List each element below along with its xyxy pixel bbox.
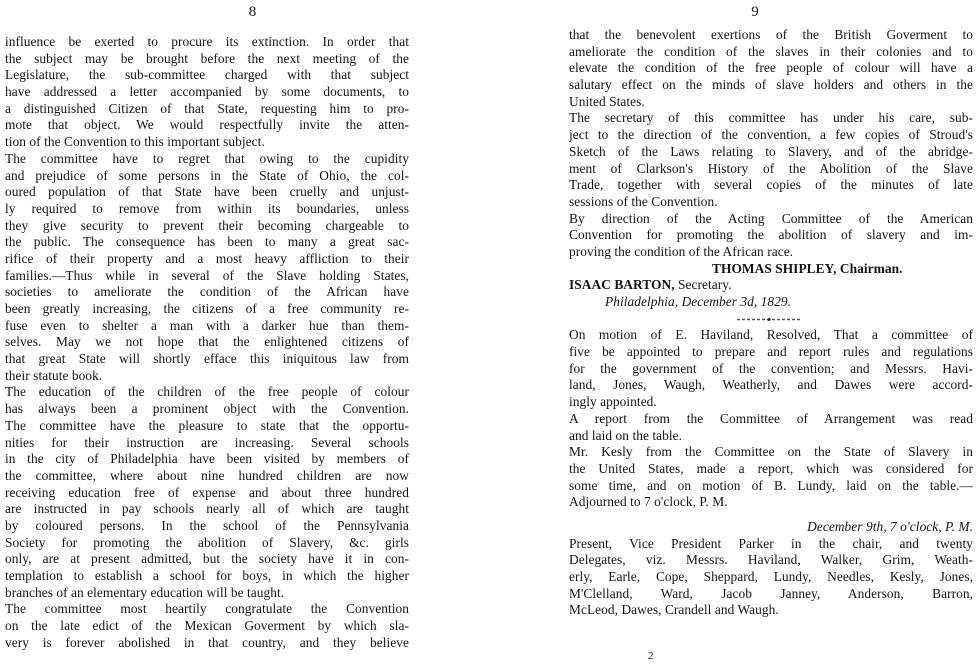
text-line: templation to establish a school for boys, in which the higher	[5, 568, 409, 583]
signature-mark: 2	[648, 650, 654, 662]
text-line: that the benevolent exertions of the British Goverment to	[569, 27, 973, 42]
signature-secretary	[569, 277, 973, 294]
text-line: Society for promoting the abolition of Slavery, &c. girls	[5, 534, 409, 550]
text-line: M'Clelland, Ward, Jacob Janney, Anderson, Barron,	[569, 585, 973, 601]
text-line: McLeod, Dawes, Crandell and Waugh.	[569, 602, 779, 618]
text-line: a distinguished Citizen of that State, requesting him to pro-	[5, 100, 409, 116]
text-line: and laid on the table.	[569, 427, 683, 443]
text-line: that great State will shortly efface this iniquitous law from	[5, 351, 409, 367]
signature-chairman: THOMAS SHIPLEY, Chairman.	[712, 260, 903, 276]
signature-date: Philadelphia, December 3d, 1829.	[605, 294, 792, 309]
text-line: proving the condition of the African race.	[569, 243, 794, 259]
ornament-icon	[737, 318, 801, 321]
text-line: they give security to prevent their becoming chargeable to	[5, 217, 409, 233]
text-line: for the government of the convention; and Messrs. Havi-	[569, 360, 973, 376]
text-line: the committee, where about nine hundred children are now	[5, 467, 409, 483]
text-line: only, are at present admitted, but the society have it in con-	[5, 551, 409, 567]
text-line: receiving education free of expense and about three hundred	[5, 484, 409, 500]
text-line: and prejudice of some persons in the State of Ohio, the col-	[5, 167, 409, 183]
text-line: Present, Vice President Parker in the chair, and twenty	[569, 535, 973, 551]
text-line: Sketch of the Laws relating to Slavery, and of the abridge-	[569, 143, 973, 159]
text-line: The committee have the pleasure to state that the opportu-	[5, 417, 409, 433]
text-line: mote that object. We would respectfully invite the atten-	[5, 117, 409, 133]
secretary-title: Secretary.	[674, 277, 732, 293]
text-line: Legislature, the sub-committee charged with that subject	[5, 67, 409, 83]
text-line: elevate the condition of the free people of colour will have a	[569, 60, 973, 76]
text-line: tion of the Convention to this important subject.	[5, 134, 265, 150]
text-line: by coloured persons. In the school of the Pennsylvania	[5, 517, 409, 533]
secretary-name: ISAAC BARTON,	[569, 277, 675, 293]
text-line: Delegates, viz. Messrs. Haviland, Walker, Grim, Weath-	[569, 552, 973, 568]
text-line: has always been a prominent object with the Convention.	[5, 401, 409, 417]
text-line: Convention for promoting the abolition of slavery and im-	[569, 227, 973, 243]
text-line: are instructed in pay schools nearly all of which are taught	[5, 501, 409, 517]
text-line: ly required to remove from within its boundaries, unless	[5, 200, 409, 216]
text-line: On motion of E. Haviland, Resolved, That a committee of	[569, 327, 973, 343]
text-line: ingly appointed.	[569, 394, 657, 410]
text-line: erly, Earle, Cope, Sheppard, Lundy, Needles, Kesly, Jones,	[569, 569, 973, 584]
text-line: societies to ameliorate the condition of the African have	[5, 284, 409, 300]
text-line: sessions of the Convention.	[569, 193, 718, 209]
text-line: The committee most heartily congratulate the Convention	[5, 601, 409, 617]
text-line: The committee have to regret that owing to the cupidity	[5, 150, 409, 166]
text-line: some time, and on motion of B. Lundy, laid on the table.—	[569, 477, 973, 493]
text-line: nities for their instruction are increasing. Several schools	[5, 434, 409, 450]
text-line: land, Jones, Waugh, Weatherly, and Dawes were accord-	[569, 377, 973, 393]
text-line: rifice of their property and a most heavy affliction to their	[5, 250, 409, 266]
text-line: The secretary of this committee has under his care, sub-	[569, 110, 973, 126]
page-number-right: 9	[751, 4, 759, 20]
text-line: branches of an elementary education will be taught.	[5, 584, 285, 600]
page-number-left: 8	[248, 4, 257, 20]
right-page-text	[569, 27, 973, 619]
ornament-separator	[569, 311, 973, 328]
text-line: their statute book.	[5, 367, 103, 383]
text-line: Adjourned to 7 o'clock, P. M.	[569, 494, 728, 510]
text-line: Trade, together with several copies of the minutes of late	[569, 177, 973, 193]
text-line: on the late edict of the Mexican Goverment by which sla-	[5, 618, 409, 634]
text-line: ment of Clarkson's History of the Abolition of the Slave	[569, 160, 973, 176]
text-line: five be appointed to prepare and report rules and regulations	[569, 344, 973, 360]
text-line: ameliorate the condition of the slaves in their colonies and to	[569, 43, 973, 59]
text-line: the subject may be brought before the next meeting of the	[5, 50, 409, 66]
text-line: The education of the children of the free people of colour	[5, 384, 409, 400]
text-line: ject to the direction of the convention, a few copies of Stroud's	[569, 127, 973, 143]
text-line: Mr. Kesly from the Committee on the State of Slavery in	[569, 444, 973, 460]
text-line: By direction of the Acting Committee of the American	[569, 210, 973, 226]
text-line: oured population of that State have been cruelly and unjust-	[5, 184, 409, 200]
text-line: been greatly increasing, the citizens of a free community re-	[5, 301, 409, 316]
session-heading: December 9th, 7 o'clock, P. M.	[807, 518, 973, 534]
left-page-text	[5, 34, 409, 651]
text-line: influence be exerted to procure its extinction. In order that	[5, 34, 409, 49]
text-line: in the city of Philadelphia have been visited by members of	[5, 451, 409, 467]
text-line: United States.	[569, 93, 645, 109]
text-line: A report from the Committee of Arrangement was read	[569, 410, 973, 426]
text-line: selves. May we not hope that the enlightened citizens of	[5, 334, 409, 350]
text-line: fuse even to shelter a man with a darker hue than them-	[5, 317, 409, 333]
text-line: very is forever abolished in that country, and they believe	[5, 634, 409, 650]
text-line: families.—Thus while in several of the Slave holding States,	[5, 267, 409, 283]
text-line: salutary effect on the minds of slave holders and others in the	[569, 77, 973, 93]
text-line: have addressed a letter accompanied by some documents, to	[5, 84, 409, 100]
text-line: the United States, made a report, which was considered for	[569, 460, 973, 476]
text-line: the public. The consequence has been to many a great sac-	[5, 234, 409, 250]
